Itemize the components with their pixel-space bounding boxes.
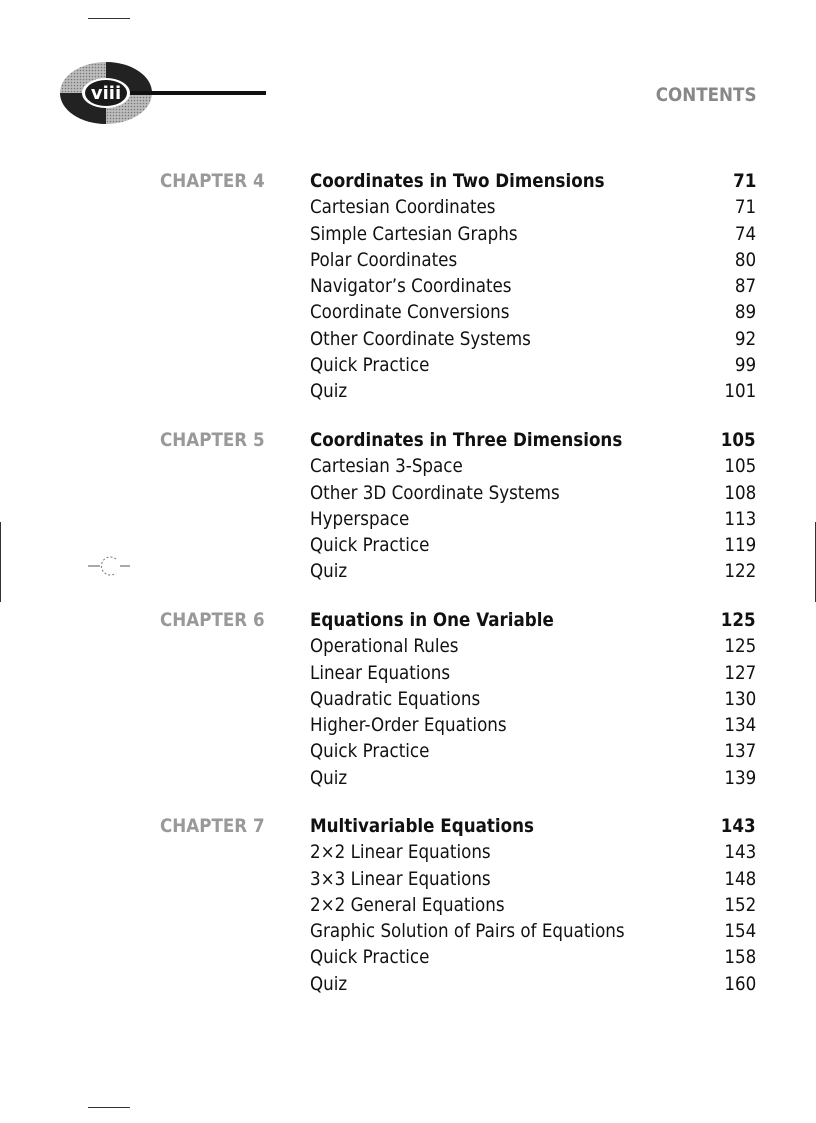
entry-title: Cartesian Coordinates (310, 196, 496, 219)
toc-entry[interactable] (0, 632, 816, 658)
toc-entry[interactable] (0, 891, 816, 917)
entry-page-number: 134 (724, 714, 756, 737)
entry-page-number: 113 (724, 507, 756, 530)
entry-page-number: 139 (724, 766, 756, 789)
entry-title: Cartesian 3-Space (310, 455, 463, 478)
entry-page-number: 71 (734, 196, 756, 219)
chapter-page-number: 143 (721, 815, 756, 837)
entry-title: Quiz (310, 972, 348, 995)
toc-entry[interactable] (0, 711, 816, 737)
toc-entry[interactable] (0, 943, 816, 969)
toc-entry[interactable] (0, 764, 816, 790)
entry-page-number: 89 (734, 301, 756, 324)
entry-title: Linear Equations (310, 661, 451, 684)
toc-entry[interactable] (0, 246, 816, 272)
entry-page-number: 87 (734, 275, 756, 298)
crop-mark-top (88, 18, 130, 19)
chapter-label: CHAPTER 6 (160, 609, 265, 631)
entry-page-number: 152 (724, 893, 756, 916)
entry-title: Quiz (310, 766, 348, 789)
toc-entry[interactable] (0, 193, 816, 219)
chapter-heading-entry[interactable] (0, 426, 816, 452)
toc-entry[interactable] (0, 325, 816, 351)
entry-title: Quiz (310, 560, 348, 583)
chapter-page-number: 105 (721, 429, 756, 451)
chapter-block (0, 606, 816, 812)
entry-page-number: 80 (734, 248, 756, 271)
toc-entry[interactable] (0, 272, 816, 298)
entry-page-number: 119 (724, 534, 756, 557)
toc-entry[interactable] (0, 557, 816, 583)
toc-entry[interactable] (0, 685, 816, 711)
toc-entry[interactable] (0, 479, 816, 505)
chapter-label: CHAPTER 7 (160, 815, 265, 837)
entry-page-number: 154 (724, 920, 756, 943)
toc-entry[interactable] (0, 970, 816, 996)
entry-title: Quick Practice (310, 946, 430, 969)
entry-page-number: 127 (724, 661, 756, 684)
chapter-title: Coordinates in Two Dimensions (310, 170, 605, 192)
toc-entry[interactable] (0, 505, 816, 531)
chapter-page-number: 125 (721, 609, 756, 631)
entry-page-number: 148 (724, 867, 756, 890)
toc-entry[interactable] (0, 452, 816, 478)
entry-page-number: 122 (724, 560, 756, 583)
entry-page-number: 99 (734, 354, 756, 377)
toc-entry[interactable] (0, 838, 816, 864)
chapter-heading-entry[interactable] (0, 167, 816, 193)
entry-page-number: 74 (734, 222, 756, 245)
chapter-title: Equations in One Variable (310, 609, 554, 631)
chapter-heading-entry[interactable] (0, 606, 816, 632)
entry-page-number: 105 (724, 455, 756, 478)
entry-title: 3×3 Linear Equations (310, 867, 491, 890)
table-of-contents (0, 167, 816, 1002)
chapter-label: CHAPTER 5 (160, 429, 265, 451)
page-number: viii (90, 82, 122, 104)
toc-entry[interactable] (0, 737, 816, 763)
entry-title: Quiz (310, 380, 348, 403)
toc-entry[interactable] (0, 220, 816, 246)
entry-title: Graphic Solution of Pairs of Equations (310, 920, 625, 943)
entry-title: Operational Rules (310, 635, 459, 658)
entry-title: Other Coordinate Systems (310, 327, 531, 350)
entry-title: 2×2 General Equations (310, 893, 505, 916)
chapter-block (0, 426, 816, 606)
entry-page-number: 143 (724, 841, 756, 864)
entry-title: 2×2 Linear Equations (310, 841, 491, 864)
chapter-page-number: 71 (732, 170, 756, 192)
toc-entry[interactable] (0, 298, 816, 324)
entry-page-number: 101 (724, 380, 756, 403)
entry-title: Quick Practice (310, 740, 430, 763)
entry-title: Polar Coordinates (310, 248, 458, 271)
entry-page-number: 137 (724, 740, 756, 763)
entry-title: Simple Cartesian Graphs (310, 222, 518, 245)
chapter-block (0, 812, 816, 1002)
entry-title: Quadratic Equations (310, 687, 481, 710)
entry-page-number: 160 (724, 972, 756, 995)
entry-page-number: 92 (734, 327, 756, 350)
entry-title: Higher-Order Equations (310, 714, 507, 737)
entry-title: Coordinate Conversions (310, 301, 510, 324)
entry-page-number: 130 (724, 687, 756, 710)
entry-title: Other 3D Coordinate Systems (310, 481, 560, 504)
toc-entry[interactable] (0, 377, 816, 403)
entry-title: Quick Practice (310, 354, 430, 377)
chapter-title: Coordinates in Three Dimensions (310, 429, 623, 451)
running-head: CONTENTS (655, 84, 756, 106)
entry-page-number: 158 (724, 946, 756, 969)
chapter-block (0, 167, 816, 426)
toc-entry[interactable] (0, 917, 816, 943)
chapter-label: CHAPTER 4 (160, 170, 265, 192)
entry-page-number: 108 (724, 481, 756, 504)
chapter-title: Multivariable Equations (310, 815, 534, 837)
entry-title: Navigator’s Coordinates (310, 275, 512, 298)
toc-entry[interactable] (0, 351, 816, 377)
entry-title: Quick Practice (310, 534, 430, 557)
entry-page-number: 125 (724, 635, 756, 658)
crop-mark-bottom (88, 1107, 130, 1108)
toc-entry[interactable] (0, 865, 816, 891)
entry-title: Hyperspace (310, 507, 410, 530)
toc-entry[interactable] (0, 531, 816, 557)
toc-entry[interactable] (0, 659, 816, 685)
chapter-heading-entry[interactable] (0, 812, 816, 838)
